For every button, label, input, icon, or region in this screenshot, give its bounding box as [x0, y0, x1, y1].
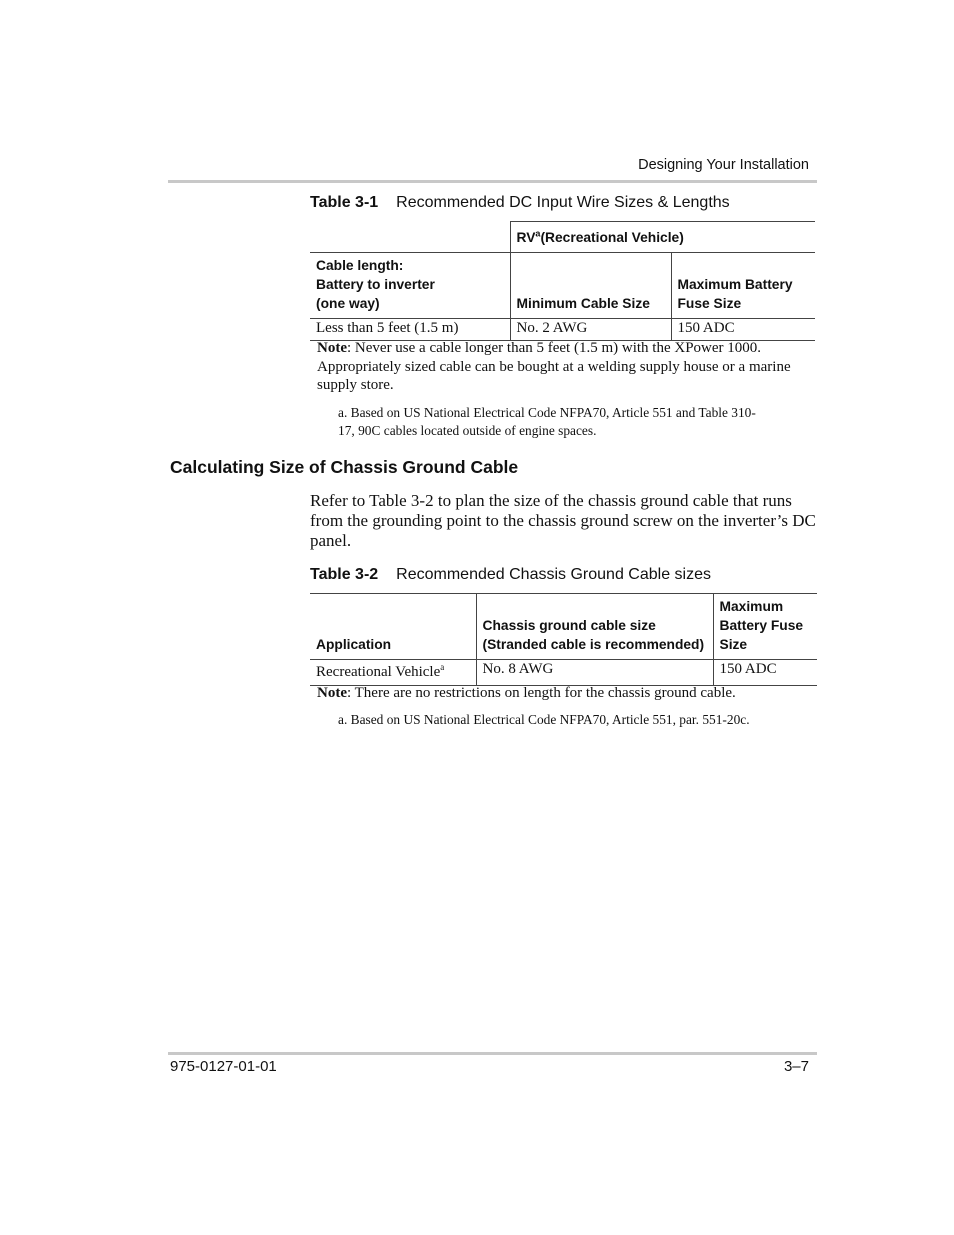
- table1-cell-fuse: 150 ADC: [671, 319, 815, 341]
- table2-cell-application: Recreational Vehicle$^a$: [310, 660, 476, 686]
- doc-number: 975-0127-01-01: [170, 1058, 277, 1075]
- table1-group-header: $RV^a(Recreational$ Vehicle): [510, 222, 815, 253]
- table2: [310, 593, 817, 686]
- table-row: [310, 319, 815, 341]
- running-header: Designing Your Installation: [638, 157, 809, 173]
- table2-cell-fuse: 150 ADC: [713, 660, 817, 686]
- table2-cell-cable: No. 8 AWG: [476, 660, 713, 686]
- table2-number: Table 3-2: [310, 566, 379, 583]
- table1-col-min-cable: Minimum Cable Size: [510, 253, 671, 319]
- table2-col-application: Application: [310, 594, 476, 660]
- table1-cell-cable: No. 2 AWG: [510, 319, 671, 341]
- table1-footnote: a. Based on US National Electrical Code NFPA70, Article 551 and Table 310- 17, 90C cables located outside of engine spaces.: [338, 405, 756, 438]
- table1-col-max-fuse: Maximum Battery Fuse Size: [671, 253, 815, 319]
- section-heading: Calculating Size of Chassis Ground Cable: [170, 457, 519, 477]
- table1-caption: [310, 194, 730, 212]
- table1-group-header-row: [310, 222, 815, 253]
- footer-rule: [168, 1052, 817, 1055]
- table2-col-max-fuse: Maximum Battery Fuse Size: [713, 594, 817, 660]
- table1: [310, 221, 815, 341]
- table1-number: Table 3-1: [310, 194, 379, 211]
- table-row: [310, 660, 817, 686]
- table2-col-cable-size: Chassis ground cable size (Stranded cable is recommended): [476, 594, 713, 660]
- table1-note: Note: Never use a cable longer than 5 feet (1.5 m) with the XPower 1000. Appropriately sized cable can be bought at a welding supply house or a marine supply store.: [317, 340, 791, 393]
- table2-title: Recommended Chassis Ground Cable sizes: [396, 566, 711, 583]
- table2-note: Note: There are no restrictions on length for the chassis ground cable.: [317, 685, 736, 701]
- table1-title: Recommended DC Input Wire Sizes & Lengths: [396, 194, 730, 211]
- table1-cell-length: Less than 5 feet (1.5 m): [310, 319, 510, 341]
- section-paragraph: Refer to Table 3-2 to plan the size of the chassis ground cable that runs from the grounding point to the chassis ground screw on the inverter’s DC panel.: [310, 491, 816, 550]
- page-number: 3–7: [783, 1058, 809, 1075]
- table2-footnote: a. Based on US National Electrical Code NFPA70, Article 551, par. 551-20c.: [338, 712, 750, 727]
- table1-header-row: [310, 253, 815, 319]
- table2-header-row: [310, 594, 817, 660]
- table2-caption: [310, 566, 711, 584]
- table1-col-cable-length: Cable length: Battery to inverter (one way): [310, 253, 510, 319]
- header-rule: [168, 180, 817, 183]
